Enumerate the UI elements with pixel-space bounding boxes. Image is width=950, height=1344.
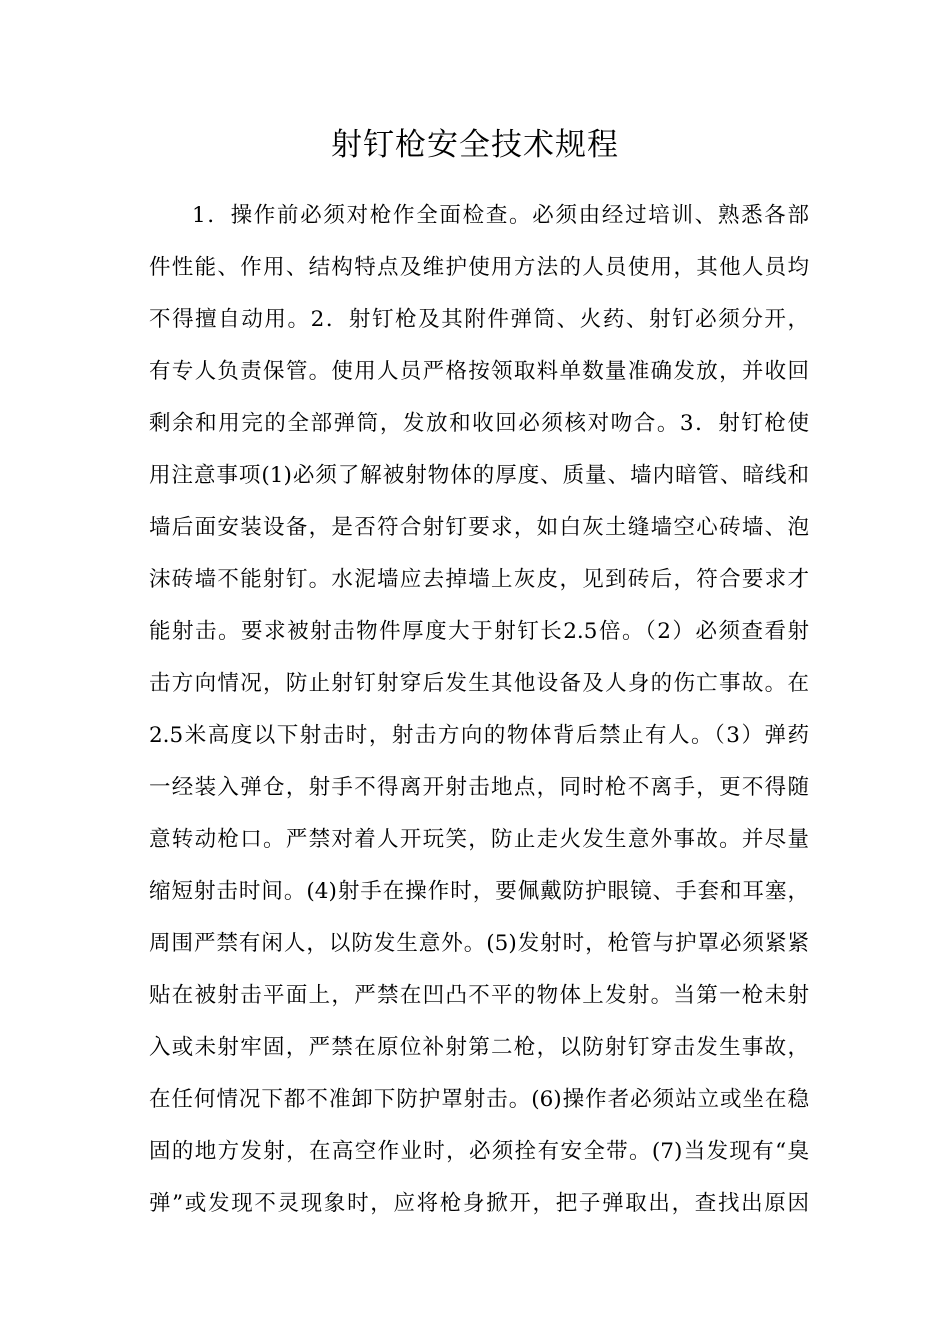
- body-line: 剩余和用完的全部弹筒，发放和收回必须核对吻合。3．射钉枪使: [149, 411, 809, 436]
- body-line: 缩短射击时间。(4)射手在操作时，要佩戴防护眼镜、手套和耳塞，: [149, 879, 809, 904]
- body-line: 1．操作前必须对枪作全面检查。必须由经过培训、熟悉各部: [192, 203, 809, 228]
- body-line: 入或未射牢固，严禁在原位补射第二枪，以防射钉穿击发生事故，: [149, 1035, 809, 1060]
- body-line: 沫砖墙不能射钉。水泥墙应去掉墙上灰皮，见到砖后，符合要求才: [149, 567, 809, 592]
- body-line: 墙后面安装设备，是否符合射钉要求，如白灰土缝墙空心砖墙、泡: [149, 515, 809, 540]
- body-line: 弹”或发现不灵现象时，应将枪身掀开，把子弹取出，查找出原因: [149, 1191, 809, 1216]
- body-line: 件性能、作用、结构特点及维护使用方法的人员使用，其他人员均: [149, 255, 809, 280]
- body-line: 有专人负责保管。使用人员严格按领取料单数量准确发放，并收回: [149, 359, 809, 384]
- body-line: 意转动枪口。严禁对着人开玩笑，防止走火发生意外事故。并尽量: [149, 827, 809, 852]
- body-line: 周围严禁有闲人，以防发生意外。(5)发射时，枪管与护罩必须紧紧: [149, 931, 809, 956]
- body-line: 一经装入弹仓，射手不得离开射击地点，同时枪不离手，更不得随: [149, 775, 809, 800]
- body-line: 贴在被射击平面上，严禁在凹凸不平的物体上发射。当第一枪未射: [149, 983, 809, 1008]
- body-line: 用注意事项(1)必须了解被射物体的厚度、质量、墙内暗管、暗线和: [149, 463, 809, 488]
- document-body: [149, 196, 809, 1236]
- body-line: 在任何情况下都不准卸下防护罩射击。(6)操作者必须站立或坐在稳: [149, 1087, 809, 1112]
- body-line: 不得擅自动用。2．射钉枪及其附件弹筒、火药、射钉必须分开，: [149, 307, 809, 332]
- body-line: 击方向情况，防止射钉射穿后发生其他设备及人身的伤亡事故。在: [149, 671, 809, 696]
- document-title: 射钉枪安全技术规程: [331, 127, 619, 163]
- body-line: 能射击。要求被射击物件厚度大于射钉长2.5倍。（2）必须查看射: [149, 619, 809, 644]
- body-line: 固的地方发射，在高空作业时，必须拴有安全带。(7)当发现有“臭: [149, 1139, 809, 1164]
- body-line: 2.5米高度以下射击时，射击方向的物体背后禁止有人。（3）弹药: [149, 723, 809, 748]
